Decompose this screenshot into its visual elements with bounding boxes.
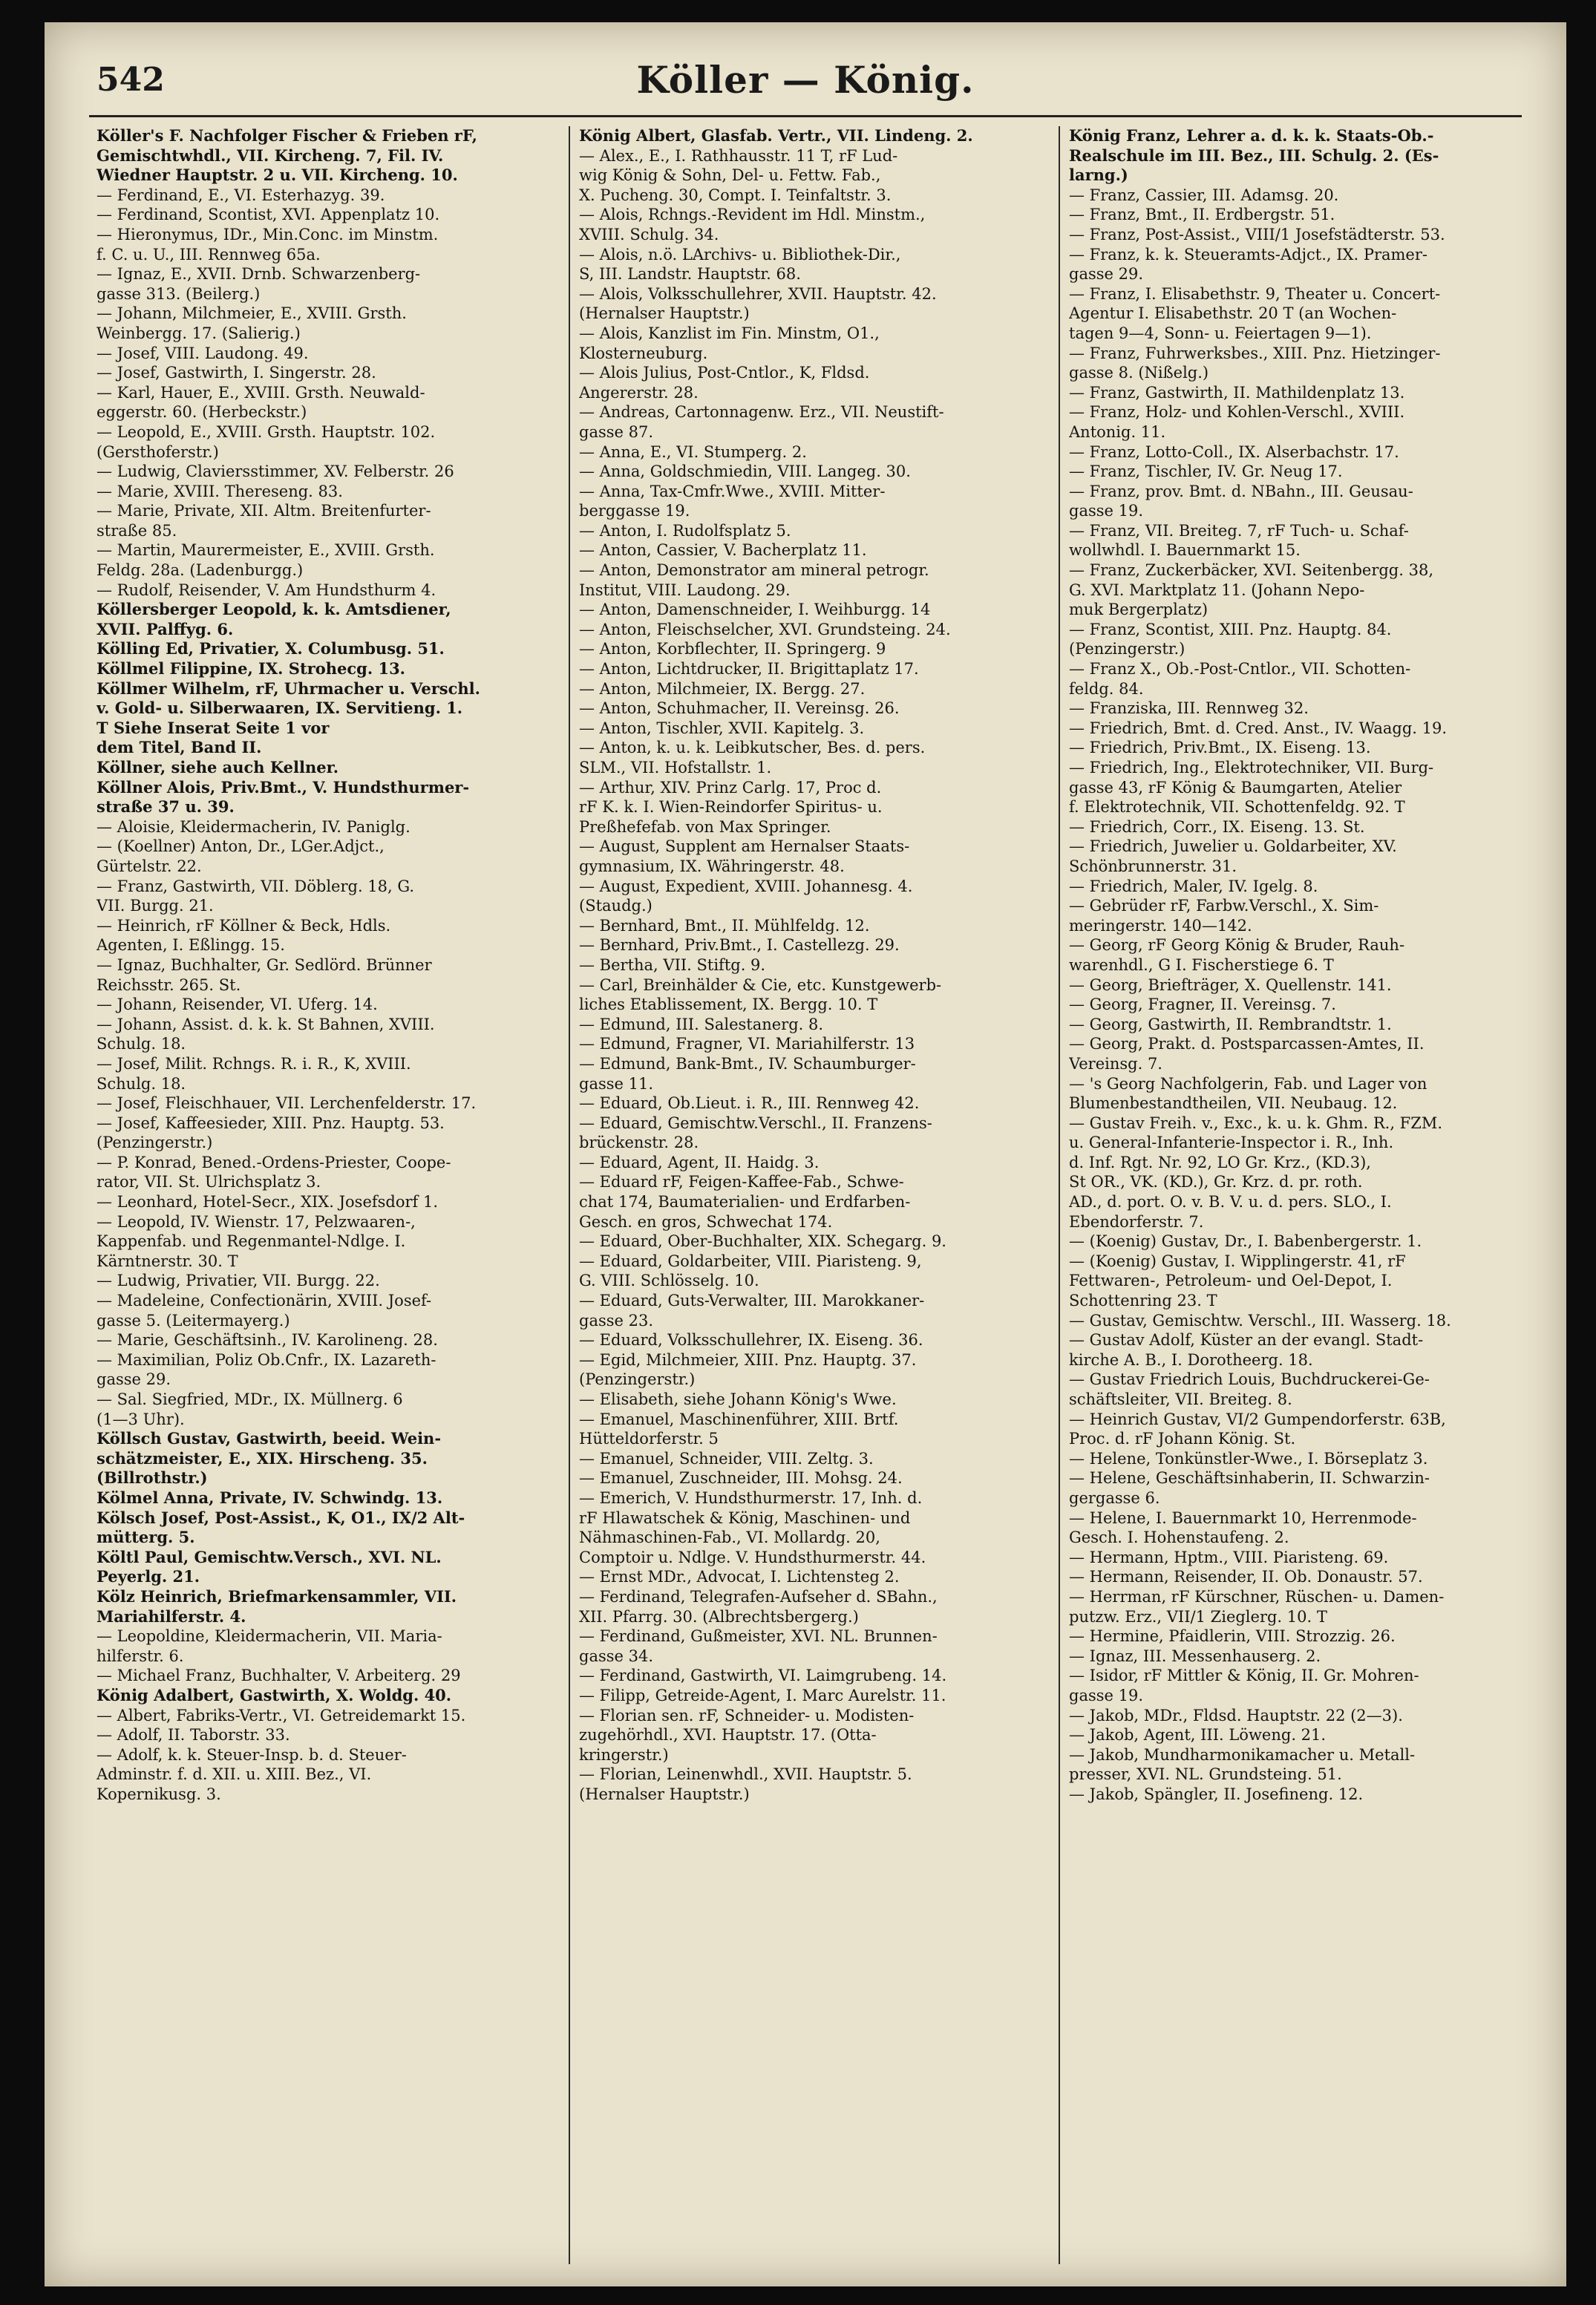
directory-entry: — Eduard, Gemischtw.Verschl., II. Franzens- brückenstr. 28. <box>579 1114 932 1152</box>
directory-entry: — Heinrich Gustav, VI/2 Gumpendorferstr. 63B, Proc. d. rF Johann König. St. <box>1069 1410 1446 1448</box>
directory-entry: — 's Georg Nachfolgerin, Fab. und Lager von Blumenbestandtheilen, VII. Neubaug. 12. <box>1069 1074 1427 1113</box>
directory-entry: — Georg, Gastwirth, II. Rembrandtstr. 1. <box>1069 1015 1392 1033</box>
directory-entry: — Florian sen. rF, Schneider- u. Modisten- zugehörhdl., XVI. Hauptstr. 17. (Otta- kringerstr.) <box>579 1706 915 1764</box>
directory-entry: — Anton, Milchmeier, IX. Bergg. 27. <box>579 679 866 698</box>
directory-entry: — Franz, Post-Assist., VIII/1 Josefstädterstr. 53. <box>1069 225 1445 243</box>
directory-entry: — Josef, Fleischhauer, VII. Lerchenfelderstr. 17. <box>97 1094 477 1113</box>
directory-entry: — Friedrich, Corr., IX. Eiseng. 13. St. <box>1069 817 1365 836</box>
directory-entry: — Elisabeth, siehe Johann König's Wwe. <box>579 1390 897 1408</box>
page-number: 542 <box>97 61 165 99</box>
directory-entry: — Gebrüder rF, Farbw.Verschl., X. Sim- meringerstr. 140—142. <box>1069 897 1379 935</box>
directory-entry-heading: König Franz, Lehrer a. d. k. k. Staats-Ob.- Realschule im III. Bez., III. Schulg. 2. (Es- larng.) <box>1069 126 1439 185</box>
directory-entry: — Andreas, Cartonnagenw. Erz., VII. Neustift- gasse 87. <box>579 403 944 441</box>
header-rule <box>89 115 1522 117</box>
directory-entry: — Bernhard, Priv.Bmt., I. Castellezg. 29. <box>579 936 900 955</box>
directory-entry: — Arthur, XIV. Prinz Carlg. 17, Proc d. rF K. k. I. Wien-Reindorfer Spiritus- u. Preßhefefab. von Max Springer. <box>579 778 883 836</box>
directory-entry: — Franz, VII. Breiteg. 7, rF Tuch- u. Schaf- wollwhdl. I. Bauernmarkt 15. <box>1069 521 1409 560</box>
column-3 <box>1069 126 1537 2264</box>
directory-entry: — Franz, Scontist, XIII. Pnz. Hauptg. 84. (Penzingerstr.) <box>1069 620 1392 658</box>
directory-entry: — Franz, I. Elisabethstr. 9, Theater u. Concert- Agentur I. Elisabethstr. 20 T (an Wochen- tagen 9—4, Sonn- u. Feiertagen 9—1). <box>1069 284 1441 342</box>
directory-entry: — Helene, I. Bauernmarkt 10, Herrenmode- Gesch. I. Hohenstaufeng. 2. <box>1069 1508 1417 1547</box>
directory-entry: — Friedrich, Ing., Elektrotechniker, VII. Burg- gasse 43, rF König & Baumgarten, Atelier f. Elektrotechnik, VII. Schottenfeldg. 92. T <box>1069 759 1434 817</box>
directory-entry: — Ferdinand, Scontist, XVI. Appenplatz 10. <box>97 206 440 224</box>
directory-entry: — Anna, E., VI. Stumperg. 2. <box>579 442 807 461</box>
directory-entry: — Eduard, Ob.Lieut. i. R., III. Rennweg 42. <box>579 1094 920 1113</box>
directory-entry: — Johann, Assist. d. k. k. St Bahnen, XVIII. Schulg. 18. <box>97 1015 435 1053</box>
directory-entry: — Eduard rF, Feigen-Kaffee-Fab., Schwe- chat 174, Baumaterialien- und Erdfarben- Gesch. en gros, Schwechat 174. <box>579 1173 911 1231</box>
directory-entry: — Georg, rF Georg König & Bruder, Rauh- warenhdl., G I. Fischerstiege 6. T <box>1069 936 1405 974</box>
directory-entry: — Bernhard, Bmt., II. Mühlfeldg. 12. <box>579 916 870 935</box>
directory-entry-heading: König Adalbert, Gastwirth, X. Woldg. 40. <box>97 1685 452 1704</box>
directory-entry: — Florian, Leinenwhdl., XVII. Hauptstr. 5. (Hernalser Hauptstr.) <box>579 1765 912 1803</box>
directory-entry: — Filipp, Getreide-Agent, I. Marc Aurelstr. 11. <box>579 1686 946 1704</box>
directory-entry: — Friedrich, Maler, IV. Igelg. 8. <box>1069 877 1318 895</box>
directory-entry: — Emanuel, Zuschneider, III. Mohsg. 24. <box>579 1469 903 1488</box>
directory-entry: — Aloisie, Kleidermacherin, IV. Paniglg. <box>97 817 411 836</box>
directory-entry: — Alois, Rchngs.-Revident im Hdl. Minstm., XVIII. Schulg. 34. <box>579 206 926 243</box>
directory-entry: — Leopold, E., XVIII. Grsth. Hauptstr. 102. (Gersthoferstr.) <box>97 422 436 461</box>
directory-entry: — Anna, Tax-Cmfr.Wwe., XVIII. Mitter- berggasse 19. <box>579 482 886 520</box>
directory-entry: — Georg, Prakt. d. Postsparcassen-Amtes, II. Vereinsg. 7. <box>1069 1035 1425 1073</box>
directory-columns <box>97 126 1537 2264</box>
directory-entry: — Franz, Bmt., II. Erdbergstr. 51. <box>1069 206 1335 224</box>
directory-entry: — Eduard, Volksschullehrer, IX. Eiseng. 36. <box>579 1331 923 1350</box>
directory-entry: — Isidor, rF Mittler & König, II. Gr. Mohren- gasse 19. <box>1069 1667 1419 1704</box>
directory-entry: — Ignaz, E., XVII. Drnb. Schwarzenberg- gasse 313. (Beilerg.) <box>97 265 421 303</box>
directory-entry: — Michael Franz, Buchhalter, V. Arbeiterg. 29 <box>97 1667 461 1685</box>
directory-entry: — Georg, Briefträger, X. Quellenstr. 141. <box>1069 975 1392 994</box>
directory-entry: — Anton, Schuhmacher, II. Vereinsg. 26. <box>579 699 900 718</box>
directory-entry: — Ferdinand, E., VI. Esterhazyg. 39. <box>97 186 385 204</box>
directory-entry: — Franz, Holz- und Kohlen-Verschl., XVIII. Antonig. 11. <box>1069 403 1405 441</box>
directory-entry: — Franz, Fuhrwerksbes., XIII. Pnz. Hietzinger- gasse 8. (Nißelg.) <box>1069 344 1441 382</box>
directory-entry-heading: Köllmel Filippine, IX. Strohecg. 13. <box>97 659 405 679</box>
directory-entry: — Josef, Gastwirth, I. Singerstr. 28. <box>97 364 376 382</box>
column-1 <box>97 126 557 2264</box>
directory-entry: — Ferdinand, Gastwirth, VI. Laimgrubeng. 14. <box>579 1667 947 1685</box>
directory-entry: — Jakob, Agent, III. Löweng. 21. <box>1069 1726 1327 1745</box>
directory-entry: — Emerich, V. Hundsthurmerstr. 17, Inh. d. rF Hlawatschek & König, Maschinen- und Nähmaschinen-Fab., VI. Mollardg. 20, Comptoir u. Ndlge. V. Hundsthurmerstr. 44. <box>579 1488 926 1566</box>
directory-entry: — Ignaz, III. Messenhauserg. 2. <box>1069 1647 1321 1665</box>
directory-entry: — Bertha, VII. Stiftg. 9. <box>579 955 766 974</box>
directory-entry: — August, Supplent am Hernalser Staats- gymnasium, IX. Währingerstr. 48. <box>579 837 910 875</box>
directory-entry-heading: Kölmel Anna, Private, IV. Schwindg. 13. <box>97 1488 443 1507</box>
directory-entry: — Helene, Geschäftsinhaberin, II. Schwarzin- gergasse 6. <box>1069 1469 1430 1507</box>
directory-entry: — Marie, Private, XII. Altm. Breitenfurter- straße 85. <box>97 502 431 540</box>
directory-entry: — Hermine, Pfaidlerin, VIII. Strozzig. 26. <box>1069 1627 1396 1646</box>
directory-entry: — Emanuel, Maschinenführer, XIII. Brtf. Hütteldorferstr. 5 <box>579 1410 899 1448</box>
directory-entry: — Gustav Freih. v., Exc., k. u. k. Ghm. R., FZM. u. General-Infanterie-Inspector i. R., Inh. d. Inf. Rgt. Nr. 92, LO Gr. Krz., (KD.3), St OR., VK. (KD.), Gr. Krz. d. pr. roth. AD., d. port. O. v. B. V. u. d. pers. SLO., I. Ebendorferstr. 7. <box>1069 1114 1443 1231</box>
directory-entry: — Carl, Breinhälder & Cie, etc. Kunstgewerb- liches Etablissement, IX. Bergg. 10. T <box>579 975 942 1014</box>
directory-entry: — Josef, Kaffeesieder, XIII. Pnz. Hauptg. 53. (Penzingerstr.) <box>97 1114 445 1152</box>
directory-entry: — Johann, Reisender, VI. Uferg. 14. <box>97 995 378 1014</box>
page-header <box>97 52 1514 111</box>
directory-entry: — Jakob, MDr., Fldsd. Hauptstr. 22 (2—3). <box>1069 1706 1403 1724</box>
directory-entry-heading: Kölling Ed, Privatier, X. Columbusg. 51. <box>97 639 445 658</box>
directory-entry: — (Koenig) Gustav, I. Wipplingerstr. 41, rF Fettwaren-, Petroleum- und Oel-Depot, I. Schottenring 23. T <box>1069 1252 1406 1310</box>
directory-entry: — Edmund, Fragner, VI. Mariahilferstr. 13 <box>579 1035 915 1053</box>
directory-entry: — Martin, Maurermeister, E., XVIII. Grsth. Feldg. 28a. (Ladenburgg.) <box>97 541 435 580</box>
directory-entry: — Gustav, Gemischtw. Verschl., III. Wasserg. 18. <box>1069 1311 1451 1330</box>
directory-entry-heading: Köllmer Wilhelm, rF, Uhrmacher u. Verschl. v. Gold- u. Silberwaaren, IX. Servitieng. 1. T Siehe Inserat Seite 1 vor dem Titel, Band II. <box>97 679 480 757</box>
directory-entry: — Franz, Tischler, IV. Gr. Neug 17. <box>1069 462 1343 481</box>
directory-entry: — Edmund, Bank-Bmt., IV. Schaumburger- gasse 11. <box>579 1054 916 1093</box>
directory-entry: — Albert, Fabriks-Vertr., VI. Getreidemarkt 15. <box>97 1706 466 1724</box>
directory-entry: — Friedrich, Priv.Bmt., IX. Eiseng. 13. <box>1069 739 1371 757</box>
directory-entry: — Adolf, k. k. Steuer-Insp. b. d. Steuer- Adminstr. f. d. XII. u. XIII. Bez., VI. Kopernikusg. 3. <box>97 1745 407 1803</box>
directory-entry: — Anton, Fleischselcher, XVI. Grundsteing. 24. <box>579 620 951 638</box>
directory-entry-heading: Köller's F. Nachfolger Fischer & Frieben rF, Gemischtwhdl., VII. Kircheng. 7, Fil. IV. Wiedner Hauptstr. 2 u. VII. Kircheng. 10. <box>97 126 477 185</box>
directory-entry: — Eduard, Ober-Buchhalter, XIX. Schegarg. 9. <box>579 1232 946 1251</box>
directory-entry: — Leopold, IV. Wienstr. 17, Pelzwaaren-, Kappenfab. und Regenmantel-Ndlge. I. Kärntnerstr. 30. T <box>97 1212 416 1270</box>
directory-entry: — Helene, Tonkünstler-Wwe., I. Börseplatz 3. <box>1069 1449 1428 1468</box>
directory-entry-heading: Kölsch Josef, Post-Assist., K, O1., IX/2 Alt- mütterg. 5. <box>97 1508 465 1547</box>
directory-page <box>45 22 1566 2286</box>
directory-entry: — Gustav Friedrich Louis, Buchdruckerei-Ge- schäftsleiter, VII. Breiteg. 8. <box>1069 1370 1430 1408</box>
directory-entry: — Eduard, Guts-Verwalter, III. Marokkaner- gasse 23. <box>579 1292 925 1330</box>
directory-entry: — Franz, prov. Bmt. d. NBahn., III. Geusau- gasse 19. <box>1069 482 1413 520</box>
directory-entry: — Ludwig, Claviersstimmer, XV. Felberstr. 26 <box>97 462 454 481</box>
directory-entry: — Hermann, Reisender, II. Ob. Donaustr. 57. <box>1069 1568 1423 1586</box>
directory-entry: — Ferdinand, Telegrafen-Aufseher d. SBahn., XII. Pfarrg. 30. (Albrechtsbergerg.) <box>579 1587 938 1626</box>
directory-entry: — August, Expedient, XVIII. Johannesg. 4. (Staudg.) <box>579 877 913 915</box>
directory-entry: — Emanuel, Schneider, VIII. Zeltg. 3. <box>579 1449 874 1468</box>
directory-entry: — Anton, Lichtdrucker, II. Brigittaplatz 17. <box>579 660 919 679</box>
column-2 <box>579 126 1047 2264</box>
directory-entry: — Alois, Volksschullehrer, XVII. Hauptstr. 42. (Hernalser Hauptstr.) <box>579 284 937 323</box>
directory-entry: — Heinrich, rF Köllner & Beck, Hdls. Agenten, I. Eßlingg. 15. <box>97 916 391 955</box>
directory-entry: — Anton, Damenschneider, I. Weihburgg. 14 <box>579 601 931 619</box>
directory-entry: — Franz, Gastwirth, VII. Döblerg. 18, G. VII. Burgg. 21. <box>97 877 415 915</box>
directory-entry-heading: Köllersberger Leopold, k. k. Amtsdiener, XVII. Palffyg. 6. <box>97 600 451 638</box>
directory-entry: — Anton, Tischler, XVII. Kapitelg. 3. <box>579 719 865 737</box>
directory-entry: — Josef, Milit. Rchngs. R. i. R., K, XVIII. Schulg. 18. <box>97 1054 411 1093</box>
directory-entry: — Franz X., Ob.-Post-Cntlor., VII. Schotten- feldg. 84. <box>1069 660 1411 698</box>
directory-entry: — P. Konrad, Bened.-Ordens-Priester, Coope- rator, VII. St. Ulrichsplatz 3. <box>97 1153 451 1191</box>
directory-entry: — Edmund, III. Salestanerg. 8. <box>579 1015 824 1033</box>
directory-entry: — Franz, Gastwirth, II. Mathildenplatz 13. <box>1069 383 1405 402</box>
directory-entry-heading: Költl Paul, Gemischtw.Versch., XVI. NL. Peyerlg. 21. <box>97 1547 442 1586</box>
directory-entry: — Franziska, III. Rennweg 32. <box>1069 699 1309 718</box>
directory-entry: — Johann, Milchmeier, E., XVIII. Grsth. Weinbergg. 17. (Salierig.) <box>97 304 407 342</box>
directory-entry: — Alois, n.ö. LArchivs- u. Bibliothek-Dir., S, III. Landstr. Hauptstr. 68. <box>579 245 901 284</box>
directory-entry: — Ignaz, Buchhalter, Gr. Sedlörd. Brünner Reichsstr. 265. St. <box>97 955 432 994</box>
directory-entry: — Jakob, Spängler, II. Josefineng. 12. <box>1069 1785 1364 1803</box>
directory-entry-heading: Köllner Alois, Priv.Bmt., V. Hundsthurmer- straße 37 u. 39. <box>97 777 470 817</box>
directory-entry: — Franz, Cassier, III. Adamsg. 20. <box>1069 186 1339 204</box>
directory-entry: — Eduard, Agent, II. Haidg. 3. <box>579 1153 820 1171</box>
directory-entry: — Marie, Geschäftsinh., IV. Karolineng. 28. <box>97 1331 438 1350</box>
directory-entry: — Anton, Korbflechter, II. Springerg. 9 <box>579 640 886 658</box>
directory-entry: — Anton, Cassier, V. Bacherplatz 11. <box>579 541 867 560</box>
directory-entry: — Eduard, Goldarbeiter, VIII. Piaristeng. 9, G. VIII. Schlösselg. 10. <box>579 1252 922 1290</box>
directory-entry: — Gustav Adolf, Küster an der evangl. Stadt- kirche A. B., I. Dorotheerg. 18. <box>1069 1331 1424 1369</box>
directory-entry: — Adolf, II. Taborstr. 33. <box>97 1726 290 1745</box>
directory-entry: — Karl, Hauer, E., XVIII. Grsth. Neuwald- eggerstr. 60. (Herbeckstr.) <box>97 383 425 422</box>
directory-entry: — Franz, k. k. Steueramts-Adjct., IX. Pramer- gasse 29. <box>1069 245 1427 284</box>
directory-entry: — Marie, XVIII. Thereseng. 83. <box>97 482 343 500</box>
directory-entry: — Alex., E., I. Rathhausstr. 11 T, rF Lud- wig König & Sohn, Del- u. Fettw. Fab., X. Pucheng. 30, Compt. I. Teinfaltstr. 3. <box>579 146 898 204</box>
directory-entry: — Friedrich, Bmt. d. Cred. Anst., IV. Waagg. 19. <box>1069 719 1448 737</box>
directory-entry: — Ludwig, Privatier, VII. Burgg. 22. <box>97 1272 380 1290</box>
directory-entry: — Josef, VIII. Laudong. 49. <box>97 344 309 362</box>
directory-entry: — Anton, k. u. k. Leibkutscher, Bes. d. pers. SLM., VII. Hofstallstr. 1. <box>579 739 926 776</box>
directory-entry: — Franz, Lotto-Coll., IX. Alserbachstr. 17. <box>1069 442 1399 461</box>
directory-entry: — Maximilian, Poliz Ob.Cnfr., IX. Lazareth- gasse 29. <box>97 1350 436 1389</box>
directory-entry: — Anna, Goldschmiedin, VIII. Langeg. 30. <box>579 462 911 481</box>
directory-entry-heading: Kölz Heinrich, Briefmarkensammler, VII. Mariahilferstr. 4. <box>97 1586 457 1626</box>
directory-entry: — Madeleine, Confectionärin, XVIII. Josef- gasse 5. (Leitermayerg.) <box>97 1292 432 1330</box>
directory-entry: — Ferdinand, Gußmeister, XVI. NL. Brunnen- gasse 34. <box>579 1627 938 1665</box>
directory-entry: — (Koenig) Gustav, Dr., I. Babenbergerstr. 1. <box>1069 1232 1422 1251</box>
directory-entry: — Herrman, rF Kürschner, Rüschen- u. Damen- putzw. Erz., VII/1 Zieglerg. 10. T <box>1069 1587 1445 1626</box>
directory-entry: — Jakob, Mundharmonikamacher u. Metall- presser, XVI. NL. Grundsteing. 51. <box>1069 1745 1416 1784</box>
directory-entry: — Rudolf, Reisender, V. Am Hundsthurm 4. <box>97 581 436 599</box>
directory-entry: — Georg, Fragner, II. Vereinsg. 7. <box>1069 995 1336 1014</box>
directory-entry: — Franz, Zuckerbäcker, XVI. Seitenbergg. 38, G. XVI. Marktplatz 11. (Johann Nepo- muk Bergerplatz) <box>1069 561 1433 619</box>
directory-entry: — (Koellner) Anton, Dr., LGer.Adjct., Gürtelstr. 22. <box>97 837 385 875</box>
directory-entry: — Egid, Milchmeier, XIII. Pnz. Hauptg. 37. (Penzingerstr.) <box>579 1350 917 1389</box>
running-head: Köller — König. <box>636 58 975 102</box>
directory-entry: — Sal. Siegfried, MDr., IX. Müllnerg. 6 (1—3 Uhr). <box>97 1390 403 1428</box>
directory-entry: — Anton, Demonstrator am mineral petrogr. Institut, VIII. Laudong. 29. <box>579 561 929 599</box>
column-divider <box>569 126 570 2264</box>
directory-entry-heading: König Albert, Glasfab. Vertr., VII. Lindeng. 2. <box>579 126 973 145</box>
directory-entry-heading: Köllner, siehe auch Kellner. <box>97 758 339 776</box>
directory-entry-heading: Köllsch Gustav, Gastwirth, beeid. Wein- schätzmeister, E., XIX. Hirscheng. 35. (Billrothstr.) <box>97 1429 442 1488</box>
directory-entry: — Alois Julius, Post-Cntlor., K, Fldsd. Angererstr. 28. <box>579 364 870 402</box>
column-divider <box>1059 126 1060 2264</box>
directory-entry: — Anton, I. Rudolfsplatz 5. <box>579 521 791 540</box>
directory-entry: — Hieronymus, IDr., Min.Conc. im Minstm. f. C. u. U., III. Rennweg 65a. <box>97 225 439 264</box>
directory-entry: — Leopoldine, Kleidermacherin, VII. Maria- hilferstr. 6. <box>97 1627 442 1665</box>
directory-entry: — Alois, Kanzlist im Fin. Minstm, O1., Klosterneuburg. <box>579 324 880 362</box>
directory-entry: — Ernst MDr., Advocat, I. Lichtensteg 2. <box>579 1568 900 1586</box>
directory-entry: — Friedrich, Juwelier u. Goldarbeiter, XV. Schönbrunnerstr. 31. <box>1069 837 1397 875</box>
directory-entry: — Hermann, Hptm., VIII. Piaristeng. 69. <box>1069 1548 1389 1566</box>
directory-entry: — Leonhard, Hotel-Secr., XIX. Josefsdorf 1. <box>97 1193 439 1212</box>
